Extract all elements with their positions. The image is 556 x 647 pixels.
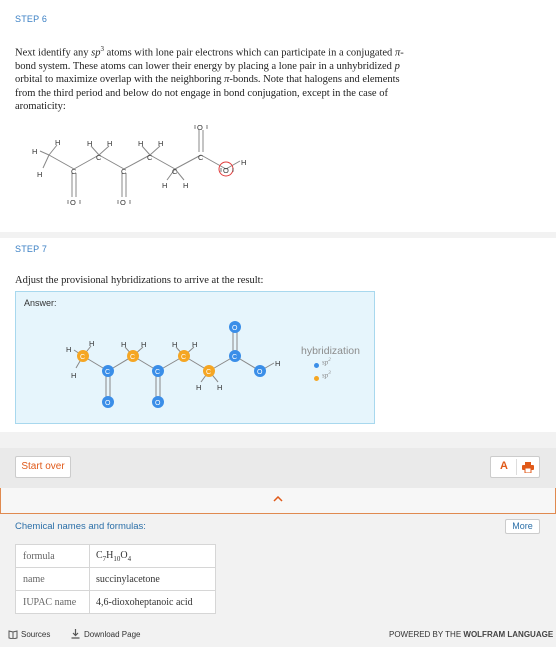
svg-text:H: H bbox=[192, 340, 198, 349]
mol-atom: C bbox=[172, 167, 178, 176]
legend-sp2: $sp^2$ bbox=[322, 358, 331, 367]
mol-atom: H bbox=[87, 139, 93, 148]
sources-link[interactable]: Sources bbox=[21, 630, 51, 639]
svg-text:C: C bbox=[155, 369, 161, 376]
download-icon bbox=[71, 629, 80, 639]
step6-label: STEP 6 bbox=[15, 14, 48, 24]
mol-atom: O bbox=[120, 198, 126, 207]
start-over-button[interactable]: Start over bbox=[15, 456, 71, 478]
mol-atom: C bbox=[71, 167, 77, 176]
svg-text:O: O bbox=[232, 325, 238, 332]
mol-atom: H bbox=[183, 181, 189, 190]
svg-text:H: H bbox=[71, 371, 77, 380]
mol-atom: O bbox=[223, 166, 229, 175]
svg-text:H: H bbox=[217, 383, 223, 392]
chemical-info-table bbox=[15, 544, 216, 614]
step7-description: Adjust the provisional hybridizations to arrive at the result: bbox=[15, 275, 264, 286]
mol-atom: H bbox=[138, 139, 144, 148]
svg-text:H: H bbox=[89, 339, 95, 348]
chevron-up-icon[interactable] bbox=[273, 496, 283, 502]
footer bbox=[0, 623, 556, 647]
legend-title: hybridization bbox=[301, 345, 360, 357]
svg-text:H: H bbox=[66, 345, 72, 354]
step7-label: STEP 7 bbox=[15, 244, 48, 254]
formula-value: $C_7H_{10}O_4$ bbox=[90, 545, 216, 568]
svg-text:C: C bbox=[80, 354, 86, 361]
sp3-legend-dot bbox=[314, 376, 319, 381]
answer-box bbox=[15, 291, 375, 424]
svg-text:C: C bbox=[206, 369, 212, 376]
svg-text:H: H bbox=[141, 340, 147, 349]
legend-sp3: $sp^3$ bbox=[322, 371, 331, 380]
font-size-button[interactable]: A bbox=[500, 460, 508, 472]
answer-label: Answer: bbox=[24, 298, 57, 308]
svg-text:C: C bbox=[181, 354, 187, 361]
row-key: IUPAC name bbox=[16, 591, 90, 614]
sp2-legend-dot bbox=[314, 363, 319, 368]
mol-atom: O bbox=[70, 198, 76, 207]
divider bbox=[516, 459, 517, 475]
row-key: formula bbox=[16, 545, 90, 568]
svg-text:H: H bbox=[275, 359, 281, 368]
powered-by[interactable]: POWERED BY THE WOLFRAM LANGUAGE bbox=[389, 630, 554, 639]
table-row bbox=[16, 568, 216, 591]
svg-text:H: H bbox=[172, 340, 178, 349]
table-row bbox=[16, 591, 216, 614]
chemical-names-title: Chemical names and formulas: bbox=[15, 521, 146, 532]
more-button[interactable]: More bbox=[505, 519, 540, 534]
svg-text:H: H bbox=[196, 383, 202, 392]
mol-atom: H bbox=[158, 139, 164, 148]
mol-atom: C bbox=[121, 167, 127, 176]
mol-atom: H bbox=[32, 147, 38, 156]
svg-text:O: O bbox=[257, 369, 263, 376]
row-value: 4,6-dioxoheptanoic acid bbox=[90, 591, 216, 614]
print-icon[interactable] bbox=[522, 462, 534, 473]
svg-text:C: C bbox=[232, 354, 238, 361]
mol-atom: H bbox=[162, 181, 168, 190]
row-key: name bbox=[16, 568, 90, 591]
row-value: succinylacetone bbox=[90, 568, 216, 591]
mol-atom: C bbox=[147, 153, 153, 162]
mol-atom: H bbox=[241, 158, 247, 167]
mol-atom: H bbox=[37, 170, 43, 179]
svg-text:O: O bbox=[155, 400, 161, 407]
display-options bbox=[490, 456, 540, 478]
mol-atom: H bbox=[107, 139, 113, 148]
mol-atom: O bbox=[197, 123, 203, 132]
sp2-atoms bbox=[102, 321, 266, 408]
book-icon bbox=[8, 630, 18, 639]
table-row bbox=[16, 545, 216, 568]
mol-atom: H bbox=[55, 138, 61, 147]
mol-atom: C bbox=[96, 153, 102, 162]
svg-text:C: C bbox=[105, 369, 111, 376]
step-toolbar bbox=[0, 448, 556, 488]
step6-molecule-diagram bbox=[0, 118, 300, 213]
svg-text:H: H bbox=[121, 340, 127, 349]
svg-text:C: C bbox=[130, 354, 136, 361]
svg-text:O: O bbox=[105, 400, 111, 407]
mol-atom: C bbox=[198, 153, 204, 162]
step6-description: Next identify any $sp^3$ atoms with lone pair electrons which can participate in a conjugated π-bond system. These atoms can lower their energy by placing a lone pair in a unhybridized p orbital to maximize overlap with the neighboring π-bonds. Note that halogens and elements from the third period and below do not engage in bond conjugation, except in the case of aromaticity: bbox=[15, 45, 404, 113]
collapse-bar[interactable] bbox=[0, 488, 556, 514]
download-page-link[interactable]: Download Page bbox=[84, 630, 141, 639]
